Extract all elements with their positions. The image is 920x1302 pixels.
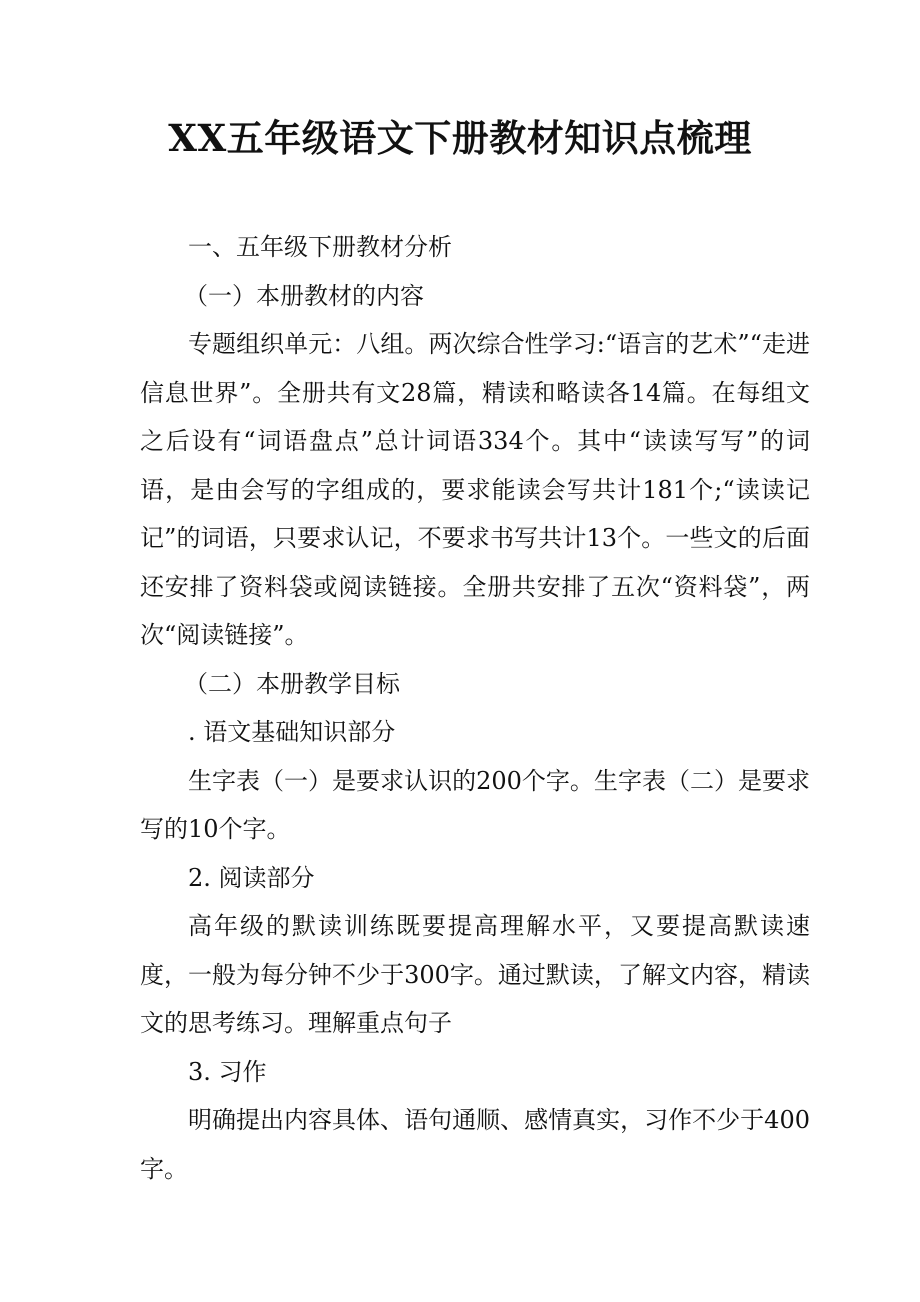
document-body [140, 223, 810, 1193]
document-title: XX五年级语文下册教材知识点梳理 [168, 116, 752, 160]
subsection-2-heading: （二）本册教学目标 [184, 669, 400, 698]
item-1-heading: . 语文基础知识部分 [188, 718, 396, 746]
item-3-heading: 3. 习作 [188, 1057, 267, 1086]
characters-paragraph: 生字表（一）是要求认识的200个字。生字表（二）是要求写的10个字。 [140, 766, 810, 843]
content-paragraph: 专题组织单元：八组。两次综合性学习:“语言的艺术”“走进信息世界”。全册共有文28篇，精读和略读各14篇。在每组文之后设有“词语盘点”总计词语334个。其中“读读写写”的词语，是由会写的字组成的，要求能读会写共计181个;“读读记记”的词语，只要求认记，不要求书写共计13个。一些文的后面还安排了资料袋或阅读链接。全册共安排了五次“资料袋”，两次“阅读链接”。 [140, 330, 810, 649]
item-2-heading: 2. 阅读部分 [188, 863, 315, 892]
section-1-heading: 一、五年级下册教材分析 [188, 233, 452, 261]
writing-paragraph: 明确提出内容具体、语句通顺、感情真实，习作不少于400字。 [140, 1106, 810, 1183]
reading-paragraph: 高年级的默读训练既要提高理解水平，又要提高默读速度，一般为每分钟不少于300字。通过默读，了解文内容，精读文的思考练习。理解重点句子 [140, 912, 810, 1037]
subsection-1-heading: （一）本册教材的内容 [184, 281, 424, 310]
